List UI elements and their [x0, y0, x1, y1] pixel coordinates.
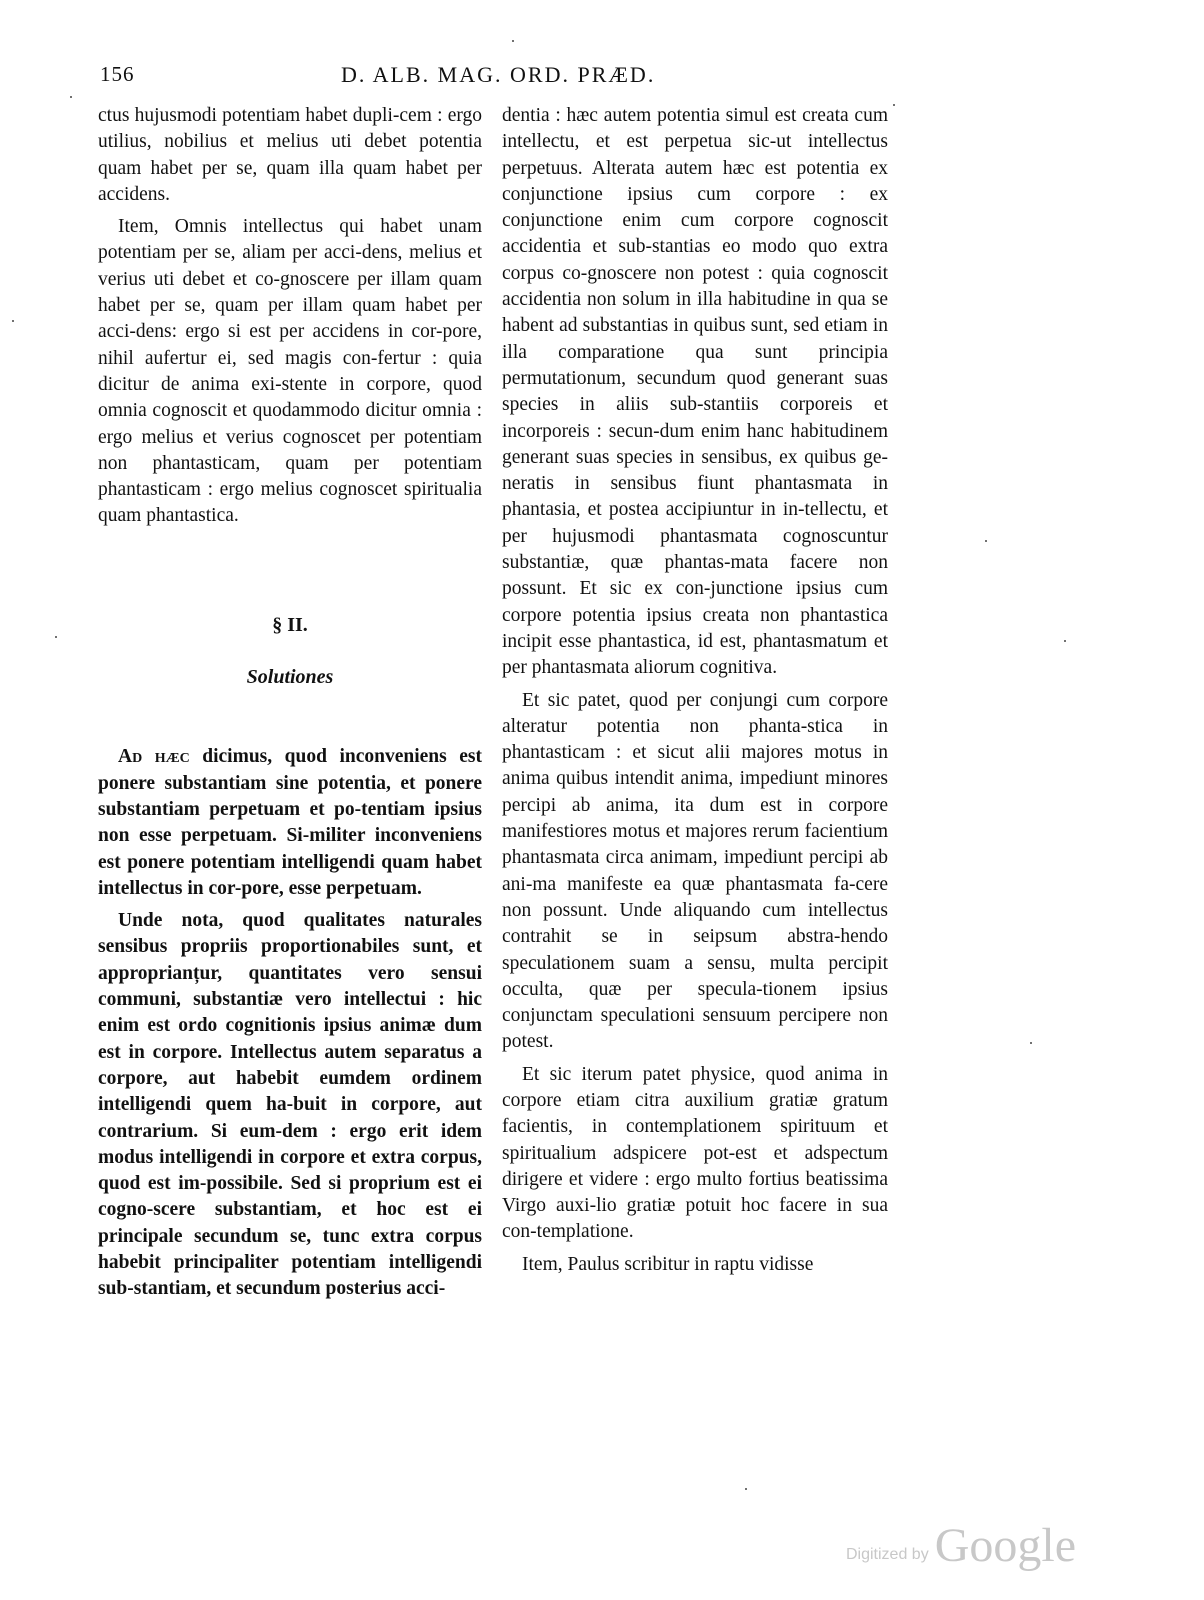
section-heading: § II. [272, 613, 308, 636]
paragraph: Item, Omnis intellectus qui habet unam potentiam per se, aliam per acci-dens, melius et verius uti debet et co-gnoscere per illam quam habet per se, quam per illam quam habet per acci-dens: ergo si est per accidens in cor-pore, nihil aufertur ei, sed magis con-fertur : quia dicitur de anima exi-stente in corpore, quod omnia cognoscit et quodammodo dicitur omnia : ergo melius et verius cognoscet per potentiam non phantasticam, quam per potentiam phantasticam : ergo melius cognoscet spiritualia quam phantastica. [98, 216, 482, 527]
running-title: D. ALB. MAG. ORD. PRÆD. [341, 62, 656, 87]
scan-speck [985, 540, 987, 542]
right-column [502, 103, 888, 1284]
solution-text: dicimus, quod inconveniens est ponere substantiam sine potentia, et ponere substantiam perpetuam et po-tentiam ipsius non esse perpetuam. Si-militer inconveniens est ponere potentiam intelligendi quam habet intellectus in cor-pore, esse perpetuam. [98, 746, 482, 899]
scan-speck [745, 1488, 747, 1490]
scan-speck [70, 96, 72, 98]
solution-paragraph [98, 744, 482, 902]
paragraph: Et sic iterum patet physice, quod anima in corpore etiam citra auxilium gratiæ gratum facientis, in contemplationem spirituum et spiritualium adspicere pot-est et adspectum dirigere et videre : ergo multo fortius beatissima Virgo auxi-lio gratiæ potuit hoc facere in sua con-templatione. [502, 1063, 888, 1243]
scan-speck [55, 636, 57, 638]
paragraph: Et sic patet, quod per conjungi cum corpore alteratur potentia non phanta-stica in phantasticam : et sicut alii majores motus in anima quibus intendit anima, impediunt minores percipi ab anima, ita dum est in corpore manifestiores motus et majores rerum facientium phantasmata circa animam, impediunt percipi ab ani-ma manifeste ea quæ phantasmata fa-cere non possunt. Unde aliquando cum intellectus contrahit se in seipsum abstra-hendo speculationem suam a sensu, multa percipit occulta, quæ per specula-tionem ipsius conjunctam speculationi sensuum percipere non potest. [502, 689, 888, 1053]
section-subtitle: Solutiones [246, 666, 334, 689]
paragraph: ctus hujusmodi potentiam habet dupli-cem : ergo utilius, nobilius et melius uti debet potentia quam habet per se, quam illa quam habet per accidens. [98, 105, 482, 205]
page-number: 156 [100, 62, 135, 86]
scan-speck [512, 40, 514, 42]
solution-paragraph: Unde nota, quod qualitates naturales sensibus propriis proportionabiles sunt, et approprianțur, quantitates vero sensui communi, substantiæ vero intellectui : hic enim est ordo cognitionis ipsius animæ dum est in corpore. Intellectus autem separatus a corpore, aut habebit eumdem ordinem intelligendi quem ha-buit in corpore, aut contrarium. Si eum-dem : ergo erit idem modus intelligendi in corpore et extra corpus, quod est im-possibile. Sed si proprium est ei cogno-scere substantiam, et hoc est ei principale secundum se, tunc extra corpus habebit principaliter potentiam intelligendi sub-stantiam, et secundum posterius acci- [98, 910, 482, 1300]
solution-lead: Ad hæc [118, 746, 190, 768]
scan-speck [12, 320, 14, 322]
left-column [98, 103, 482, 1309]
paragraph: dentia : hæc autem potentia simul est creata cum intellectu, et est perpetua sic-ut intellectus perpetuus. Alterata autem hæc est potentia ex conjunctione ipsius cum corpore : ex conjunctione enim cum corpore cognoscit accidentia et sub-stantias eo modo quo extra corpus co-gnoscere non potest : quia cognoscit accidentia non solum in illa habitudine in qua se habent ad substantias in quibus sunt, sed etiam in illa comparatione qua sunt principia permutationum, secundum quod generant suas species in aliis sub-stantiis corporeis et incorporeis : secun-dum enim hanc habitudinem generant suas species in sensibus, ex quibus ge-neratis in sensibus fiunt phantasmata in phantasia, et postea accipiuntur in in-tellectu, et per hujusmodi phantasmata cognoscuntur substantiæ, quæ phantas-mata facere non possunt. Et sic ex con-junctione ipsius cum corpore potentia ipsius creata non phantastica incipit esse phantastica, id est, phantasmatum et per phantasmata aliorum cognitiva. [502, 105, 888, 679]
scan-speck [893, 104, 895, 106]
watermark-prefix: Digitized by [845, 1546, 929, 1563]
scan-speck [1030, 1042, 1032, 1044]
digitized-by-google-watermark [845, 1519, 1076, 1572]
paragraph: Item, Paulus scribitur in raptu vidisse [522, 1253, 814, 1275]
watermark-brand: Google [934, 1519, 1076, 1572]
scan-speck [1064, 640, 1066, 642]
page-header [100, 52, 890, 92]
